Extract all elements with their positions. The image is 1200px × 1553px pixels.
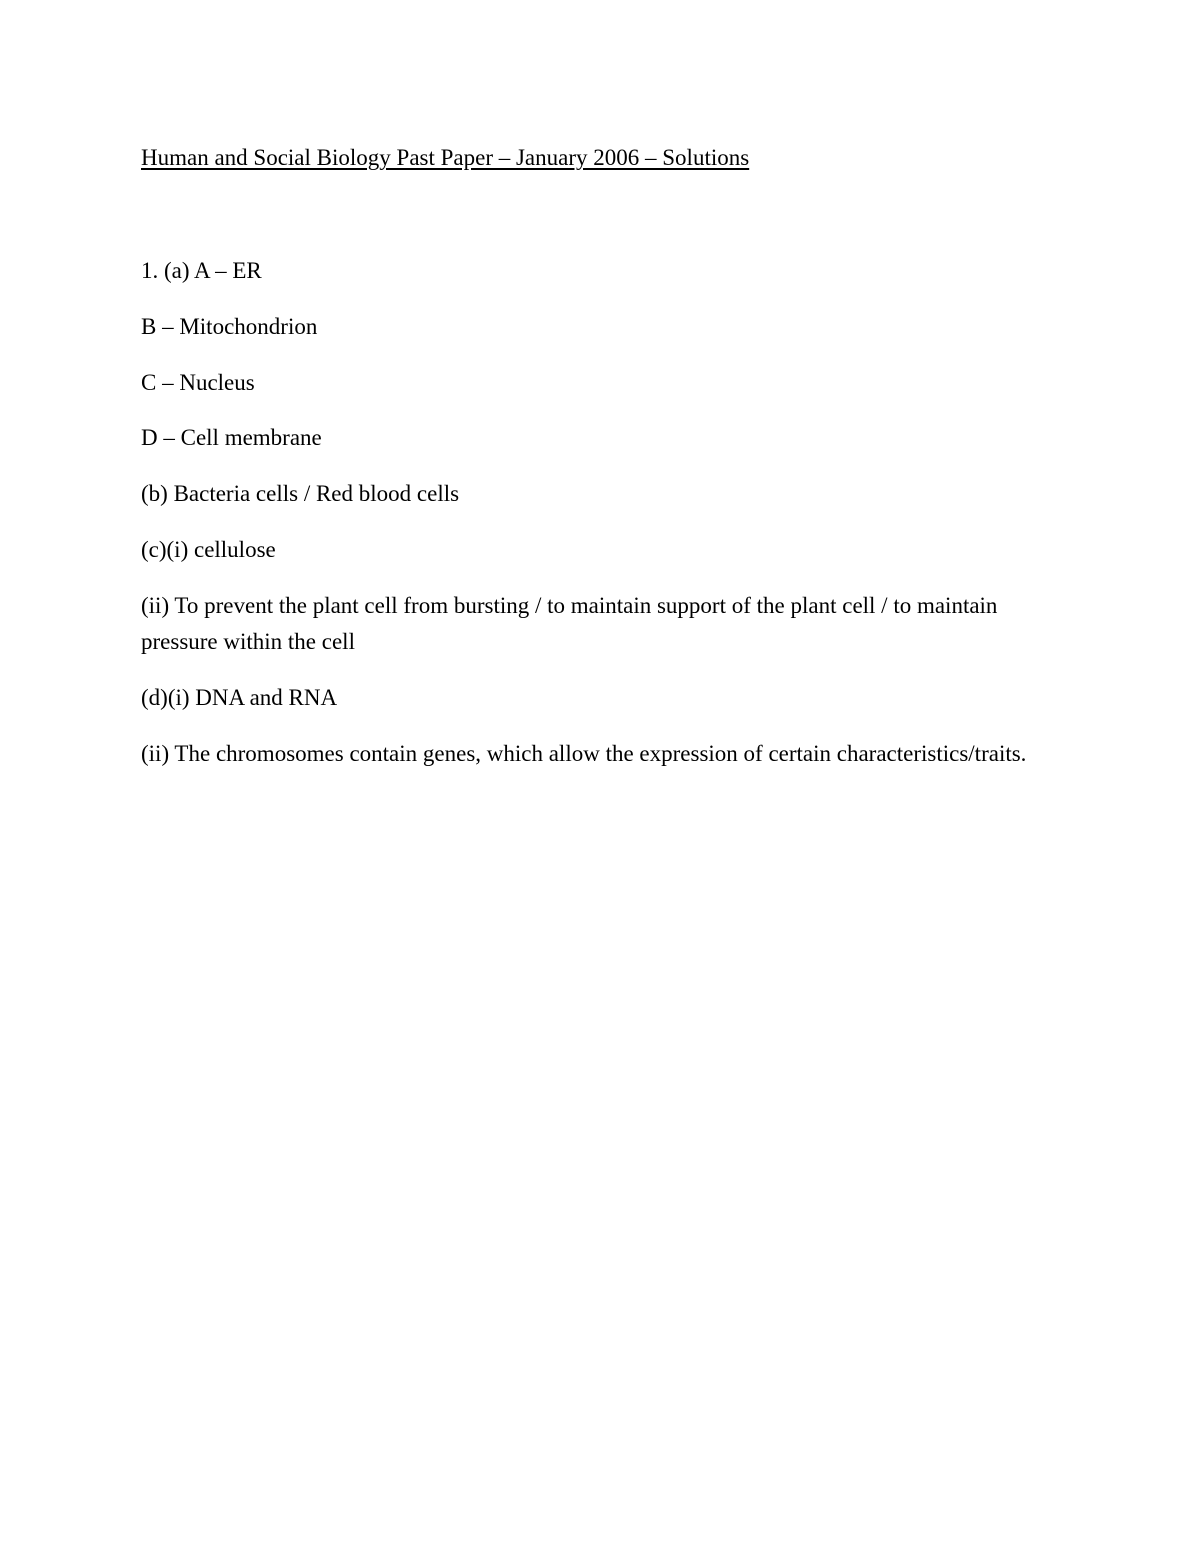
document-title: Human and Social Biology Past Paper – January 2006 – Solutions: [141, 145, 750, 170]
answer-1d-ii: (ii) The chromosomes contain genes, which allow the expression of certain characteristics/traits.: [141, 741, 1027, 766]
answer-1d-i: (d)(i) DNA and RNA: [141, 685, 338, 710]
answer-1c-ii: (ii) To prevent the plant cell from bursting / to maintain support of the plant cell / to maintain pressure within the cell: [141, 593, 998, 654]
answer-1b: (b) Bacteria cells / Red blood cells: [141, 481, 460, 506]
answer-1a-b: B – Mitochondrion: [141, 314, 318, 339]
answer-1a-d: D – Cell membrane: [141, 425, 322, 450]
answer-1a-c: C – Nucleus: [141, 370, 255, 395]
answer-1c-i: (c)(i) cellulose: [141, 537, 276, 562]
answer-1a-a: 1. (a) A – ER: [141, 258, 262, 283]
